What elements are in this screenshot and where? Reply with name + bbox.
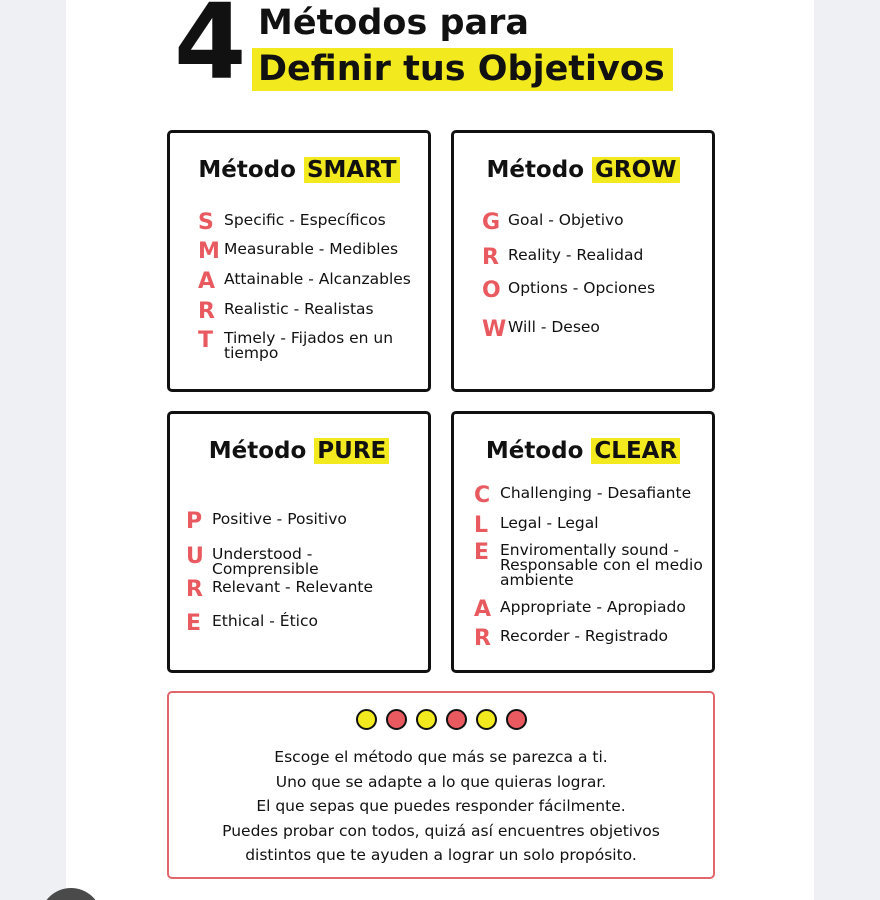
acronym-letter: R xyxy=(186,577,203,602)
item-text: Reality - Realidad xyxy=(508,246,644,264)
acronym-letter: R xyxy=(198,299,215,324)
item-text: Legal - Legal xyxy=(500,514,599,532)
acronym-letter: A xyxy=(474,597,492,622)
acronym-letter: M xyxy=(198,239,220,264)
advice-line: Uno que se adapte a lo que quieras lograr. xyxy=(275,772,607,791)
acronym-letter: O xyxy=(482,278,501,303)
acronym-letter: L xyxy=(474,513,489,538)
method-card-clear xyxy=(451,411,715,673)
dot-icon xyxy=(446,709,467,730)
advice-line: distintos que te ayuden a lograr un solo propósito. xyxy=(245,846,637,865)
card-title-prefix: Método xyxy=(198,157,296,183)
acronym-letter: W xyxy=(482,317,507,342)
method-card-grow xyxy=(451,130,715,392)
card-title xyxy=(454,438,712,464)
item-text: Enviromentally sound - Responsable con el medio ambiente xyxy=(500,541,703,589)
advice-line: Puedes probar con todos, quizá así encuentres objetivos xyxy=(222,821,660,840)
list-item xyxy=(474,513,706,538)
item-text: Timely - Fijados en un tiempo xyxy=(224,329,394,362)
item-text: Realistic - Realistas xyxy=(224,300,374,318)
acronym-letter: E xyxy=(186,611,202,636)
acronym-letter: E xyxy=(474,540,490,565)
acronym-letter: S xyxy=(198,210,214,235)
item-text: Challenging - Desafiante xyxy=(500,484,692,502)
acronym-letter: R xyxy=(482,245,499,270)
item-text: Will - Deseo xyxy=(508,318,600,336)
acronym-letter: G xyxy=(482,210,501,235)
list-item xyxy=(186,509,422,534)
list-item xyxy=(198,210,422,235)
method-card-smart xyxy=(167,130,431,392)
title-line-1: Métodos para xyxy=(258,3,530,43)
list-item xyxy=(482,245,706,270)
card-title-method: CLEAR xyxy=(591,438,680,464)
title-number: 4 xyxy=(174,0,243,103)
advice-line: Escoge el método que más se parezca a ti. xyxy=(274,748,608,766)
item-text: Options - Opciones xyxy=(508,279,656,297)
acronym-letter: P xyxy=(186,509,203,534)
list-item xyxy=(474,626,706,651)
dot-icon xyxy=(416,709,437,730)
list-item xyxy=(474,483,706,508)
acronym-letter: T xyxy=(198,328,214,353)
dot-icon xyxy=(386,709,407,730)
card-title xyxy=(170,438,428,464)
advice-box xyxy=(167,691,715,879)
list-item xyxy=(482,210,706,235)
card-title xyxy=(454,157,712,183)
list-item xyxy=(198,239,422,264)
card-title-method: GROW xyxy=(592,157,680,183)
acronym-letter: U xyxy=(186,544,204,569)
card-title xyxy=(170,157,428,183)
list-item xyxy=(198,299,422,324)
card-title-prefix: Método xyxy=(485,438,584,464)
card-title-prefix: Método xyxy=(208,438,307,464)
decorative-dots xyxy=(169,709,713,730)
item-text: Relevant - Relevante xyxy=(212,578,374,596)
acronym-letter: C xyxy=(474,483,491,508)
item-text: Measurable - Medibles xyxy=(224,240,399,258)
header xyxy=(172,0,692,103)
title-line-2: Definir tus Objetivos xyxy=(252,48,673,91)
list-item xyxy=(482,317,706,342)
card-title-method: SMART xyxy=(304,157,400,183)
card-title-prefix: Método xyxy=(486,157,585,183)
list-item xyxy=(474,540,706,589)
item-text: Specific - Específicos xyxy=(224,211,386,229)
item-text: Positive - Positivo xyxy=(212,510,347,528)
advice-text xyxy=(169,745,713,868)
list-item xyxy=(186,577,422,602)
advice-line: El que sepas que puedes responder fácilmente. xyxy=(256,797,626,816)
list-item xyxy=(198,269,422,294)
item-text: Understood - Comprensible xyxy=(212,545,319,578)
dot-icon xyxy=(356,709,377,730)
acronym-letter: A xyxy=(198,269,216,294)
item-text: Ethical - Ético xyxy=(212,612,318,630)
dot-icon xyxy=(506,709,527,730)
list-item xyxy=(198,328,422,362)
item-text: Appropriate - Apropiado xyxy=(500,598,686,616)
item-text: Recorder - Registrado xyxy=(500,627,669,645)
method-card-pure xyxy=(167,411,431,673)
list-item xyxy=(186,544,422,578)
list-item xyxy=(186,611,422,636)
acronym-letter: R xyxy=(474,626,491,651)
item-text: Attainable - Alcanzables xyxy=(224,270,411,288)
item-text: Goal - Objetivo xyxy=(508,211,624,229)
list-item xyxy=(474,597,706,622)
list-item xyxy=(482,278,706,303)
dot-icon xyxy=(476,709,497,730)
card-title-method: PURE xyxy=(314,438,389,464)
